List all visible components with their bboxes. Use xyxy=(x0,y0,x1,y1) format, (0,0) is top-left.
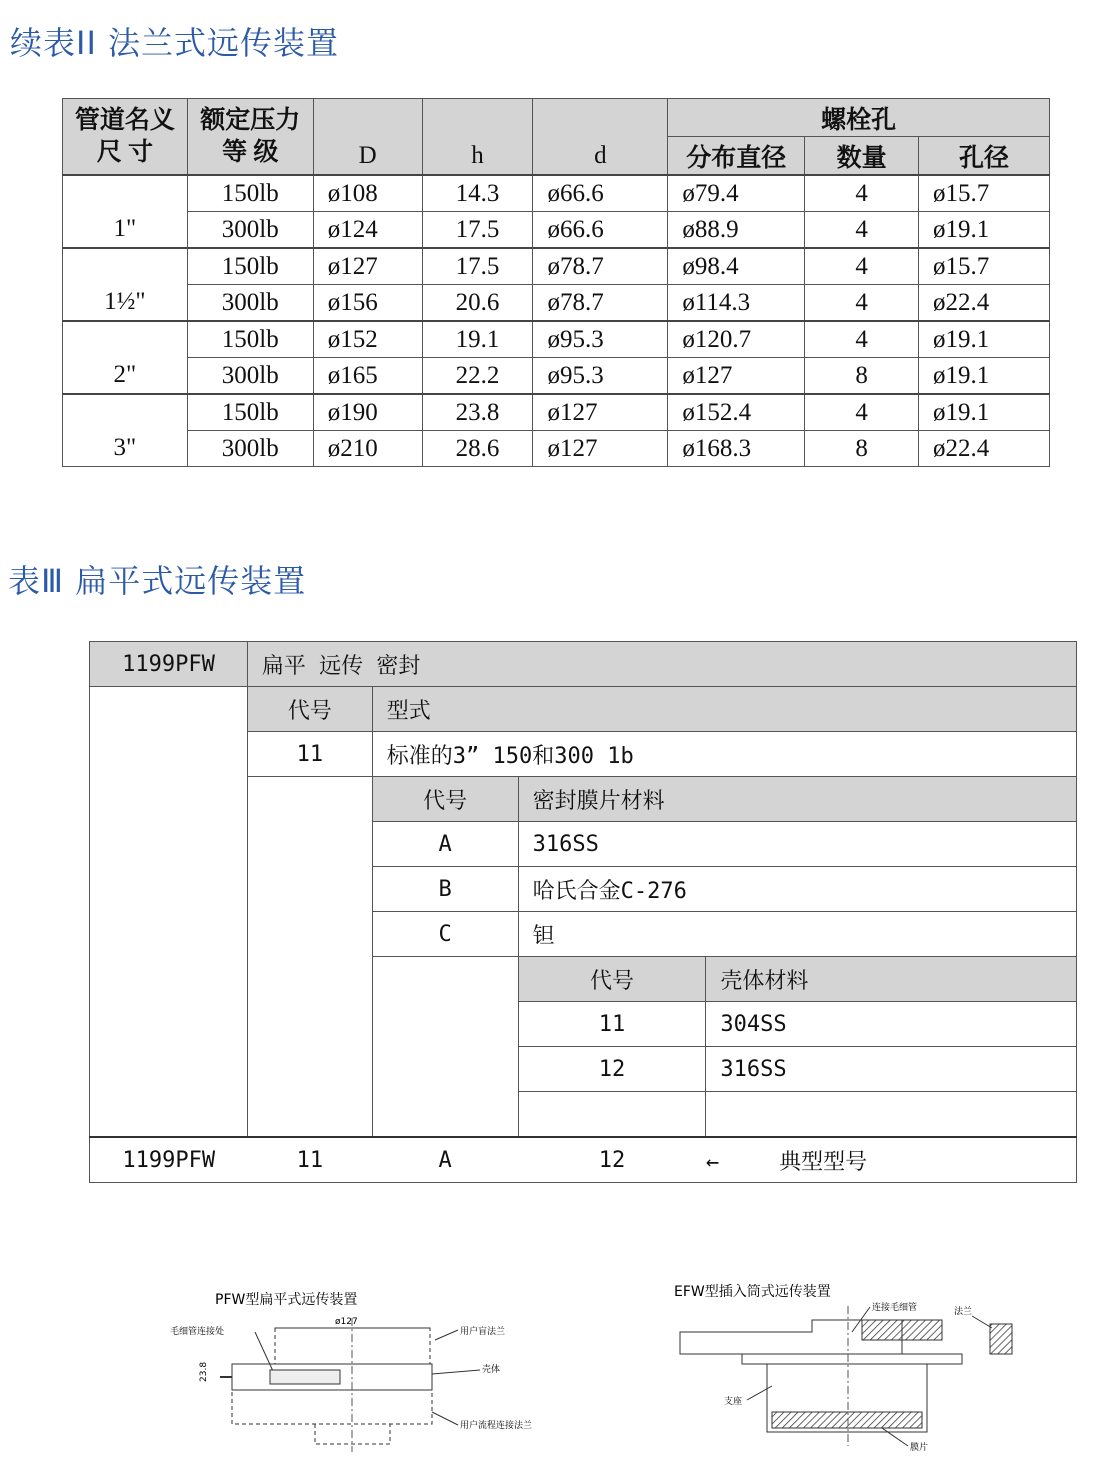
hole-cell: ø19.1 xyxy=(919,358,1050,395)
quantity-cell: 4 xyxy=(805,212,919,249)
bolt-circle-cell: ø168.3 xyxy=(668,431,805,467)
rating-cell: 150lb xyxy=(187,175,313,212)
pfw-label-capillary: 毛细管连接处 xyxy=(170,1327,225,1337)
table-row xyxy=(63,321,1050,358)
pfw-diagram xyxy=(160,1282,600,1457)
model-description: 扁平 远传 密封 xyxy=(247,642,1076,687)
type-description: 标准的3” 150和300 1b xyxy=(372,732,1076,777)
h-cell: 22.2 xyxy=(422,358,533,395)
efw-label-support: 支座 xyxy=(724,1397,743,1407)
h-cell: 14.3 xyxy=(422,175,533,212)
blank-cell xyxy=(247,777,372,1138)
quantity-cell: 4 xyxy=(805,394,919,431)
table-row xyxy=(63,212,1050,249)
rating-cell: 300lb xyxy=(187,285,313,322)
example-model: 1199PFW xyxy=(90,1137,248,1183)
d-cell: ø95.3 xyxy=(533,358,668,395)
bolt-circle-cell: ø120.7 xyxy=(668,321,805,358)
quantity-cell: 8 xyxy=(805,431,919,467)
hole-cell: ø15.7 xyxy=(919,248,1050,285)
hole-cell: ø19.1 xyxy=(919,321,1050,358)
housing-code-header: 代号 xyxy=(518,957,706,1002)
d-cell: ø66.6 xyxy=(533,212,668,249)
rating-cell: 300lb xyxy=(187,431,313,467)
table-row xyxy=(63,431,1050,467)
housing-code: 12 xyxy=(518,1047,706,1092)
size-cell: 2" xyxy=(63,321,188,394)
diaphragm-code: C xyxy=(372,912,518,957)
D-cell: ø124 xyxy=(313,212,422,249)
quantity-cell: 4 xyxy=(805,321,919,358)
housing-material-header: 壳体材料 xyxy=(706,957,1077,1002)
rating-cell: 150lb xyxy=(187,248,313,285)
example-housing: 12 xyxy=(518,1137,706,1183)
pfw-dim-top: ø127 xyxy=(335,1317,358,1327)
table-row xyxy=(63,248,1050,285)
type-code: 11 xyxy=(247,732,372,777)
header-d: d xyxy=(533,99,668,176)
h-cell: 23.8 xyxy=(422,394,533,431)
bolt-circle-cell: ø79.4 xyxy=(668,175,805,212)
rating-cell: 150lb xyxy=(187,394,313,431)
pfw-dim-side: 23.8 xyxy=(199,1361,209,1382)
flange-dimension-table xyxy=(62,98,1050,467)
D-cell: ø127 xyxy=(313,248,422,285)
header-nominal-size-line2: 尺 寸 xyxy=(96,138,154,166)
rating-cell: 150lb xyxy=(187,321,313,358)
rating-cell: 300lb xyxy=(187,358,313,395)
housing-code: 11 xyxy=(518,1002,706,1047)
h-cell: 19.1 xyxy=(422,321,533,358)
D-cell: ø156 xyxy=(313,285,422,322)
efw-label-diaphragm: 膜片 xyxy=(910,1443,929,1453)
hole-cell: ø22.4 xyxy=(919,431,1050,467)
pfw-model-table xyxy=(89,641,1077,1183)
diaphragm-material-header: 密封膜片材料 xyxy=(518,777,1076,822)
d-cell: ø127 xyxy=(533,431,668,467)
example-row xyxy=(90,1137,1077,1183)
header-hole-diameter: 孔径 xyxy=(919,137,1050,176)
d-cell: ø127 xyxy=(533,394,668,431)
header-pressure-line1: 额定压力 xyxy=(200,106,301,134)
diaphragm-code-header: 代号 xyxy=(372,777,518,822)
header-pressure-line2: 等 级 xyxy=(222,138,279,166)
efw-label-flange: 法兰 xyxy=(954,1307,973,1317)
bolt-circle-cell: ø98.4 xyxy=(668,248,805,285)
bolt-circle-cell: ø114.3 xyxy=(668,285,805,322)
diaphragm-material: 哈氏合金C-276 xyxy=(518,867,1076,912)
quantity-cell: 4 xyxy=(805,175,919,212)
quantity-cell: 8 xyxy=(805,358,919,395)
efw-label-capillary: 连接毛细管 xyxy=(872,1303,918,1313)
blank-cell xyxy=(706,1092,1077,1138)
leader-line xyxy=(882,1428,908,1446)
efw-title: EFW型插入筒式远传装置 xyxy=(674,1284,831,1300)
diaphragm-material: 316SS xyxy=(518,822,1076,867)
table3-title: 表Ⅲ 扁平式远传装置 xyxy=(8,562,307,600)
hatched-section xyxy=(862,1320,942,1340)
header-nominal-size xyxy=(63,99,188,176)
user-process-flange xyxy=(232,1390,432,1424)
bolt-circle-cell: ø152.4 xyxy=(668,394,805,431)
size-cell: 1½" xyxy=(63,248,188,321)
d-cell: ø78.7 xyxy=(533,248,668,285)
type-header: 型式 xyxy=(372,687,1076,732)
housing-material: 304SS xyxy=(706,1002,1077,1047)
header-quantity: 数量 xyxy=(805,137,919,176)
example-label: 典型型号 xyxy=(779,1149,868,1175)
hole-cell: ø19.1 xyxy=(919,394,1050,431)
leader-line xyxy=(747,1386,772,1400)
d-cell: ø95.3 xyxy=(533,321,668,358)
hole-cell: ø19.1 xyxy=(919,212,1050,249)
pfw-title: PFW型扁平式远传装置 xyxy=(215,1292,358,1308)
leader-line xyxy=(432,1370,480,1374)
diaphragm-material: 钽 xyxy=(518,912,1076,957)
header-nominal-size-line1: 管道名义 xyxy=(74,106,175,134)
diaphragm-code: A xyxy=(372,822,518,867)
D-cell: ø152 xyxy=(313,321,422,358)
quantity-cell: 4 xyxy=(805,285,919,322)
pfw-drawing xyxy=(160,1282,600,1457)
D-cell: ø165 xyxy=(313,358,422,395)
capillary-port xyxy=(270,1370,340,1384)
model-code: 1199PFW xyxy=(90,642,248,687)
D-cell: ø190 xyxy=(313,394,422,431)
table2-title: 续表II 法兰式远传装置 xyxy=(10,24,340,62)
type-code-header: 代号 xyxy=(247,687,372,732)
blank-cell xyxy=(518,1092,706,1138)
bolt-circle-cell: ø88.9 xyxy=(668,212,805,249)
quantity-cell: 4 xyxy=(805,248,919,285)
example-type: 11 xyxy=(247,1137,372,1183)
flange-hatch xyxy=(990,1324,1012,1354)
blank-cell xyxy=(90,687,248,1138)
d-cell: ø66.6 xyxy=(533,175,668,212)
pfw-label-process-flange: 用户流程连接法兰 xyxy=(460,1421,533,1431)
table-row xyxy=(63,394,1050,431)
leader-line xyxy=(432,1412,458,1425)
header-pressure-rating xyxy=(187,99,313,176)
header-bolt-holes: 螺栓孔 xyxy=(668,99,1050,137)
rating-cell: 300lb xyxy=(187,212,313,249)
example-note xyxy=(706,1137,1077,1183)
D-cell: ø210 xyxy=(313,431,422,467)
blank-cell xyxy=(372,957,518,1138)
h-cell: 17.5 xyxy=(422,248,533,285)
table-row xyxy=(63,285,1050,322)
table-row xyxy=(63,175,1050,212)
leader-line xyxy=(435,1330,458,1340)
housing-material: 316SS xyxy=(706,1047,1077,1092)
size-cell: 1" xyxy=(63,175,188,248)
header-h: h xyxy=(422,99,533,176)
bolt-circle-cell: ø127 xyxy=(668,358,805,395)
hole-cell: ø15.7 xyxy=(919,175,1050,212)
h-cell: 20.6 xyxy=(422,285,533,322)
pfw-label-housing: 壳体 xyxy=(482,1365,501,1375)
example-diaphragm: A xyxy=(372,1137,518,1183)
d-cell: ø78.7 xyxy=(533,285,668,322)
table-row xyxy=(63,358,1050,395)
pfw-label-user-flange: 用户盲法兰 xyxy=(460,1327,506,1337)
size-cell: 3" xyxy=(63,394,188,467)
D-cell: ø108 xyxy=(313,175,422,212)
header-D: D xyxy=(313,99,422,176)
diaphragm-hatch xyxy=(772,1412,922,1428)
hole-cell: ø22.4 xyxy=(919,285,1050,322)
diaphragm-code: B xyxy=(372,867,518,912)
efw-drawing xyxy=(672,1276,1022,1456)
header-bolt-circle: 分布直径 xyxy=(668,137,805,176)
left-arrow-icon: ← xyxy=(705,1149,720,1175)
leader-line xyxy=(972,1316,992,1328)
h-cell: 28.6 xyxy=(422,431,533,467)
mounting-plate xyxy=(742,1354,962,1364)
efw-diagram xyxy=(672,1276,1022,1456)
h-cell: 17.5 xyxy=(422,212,533,249)
